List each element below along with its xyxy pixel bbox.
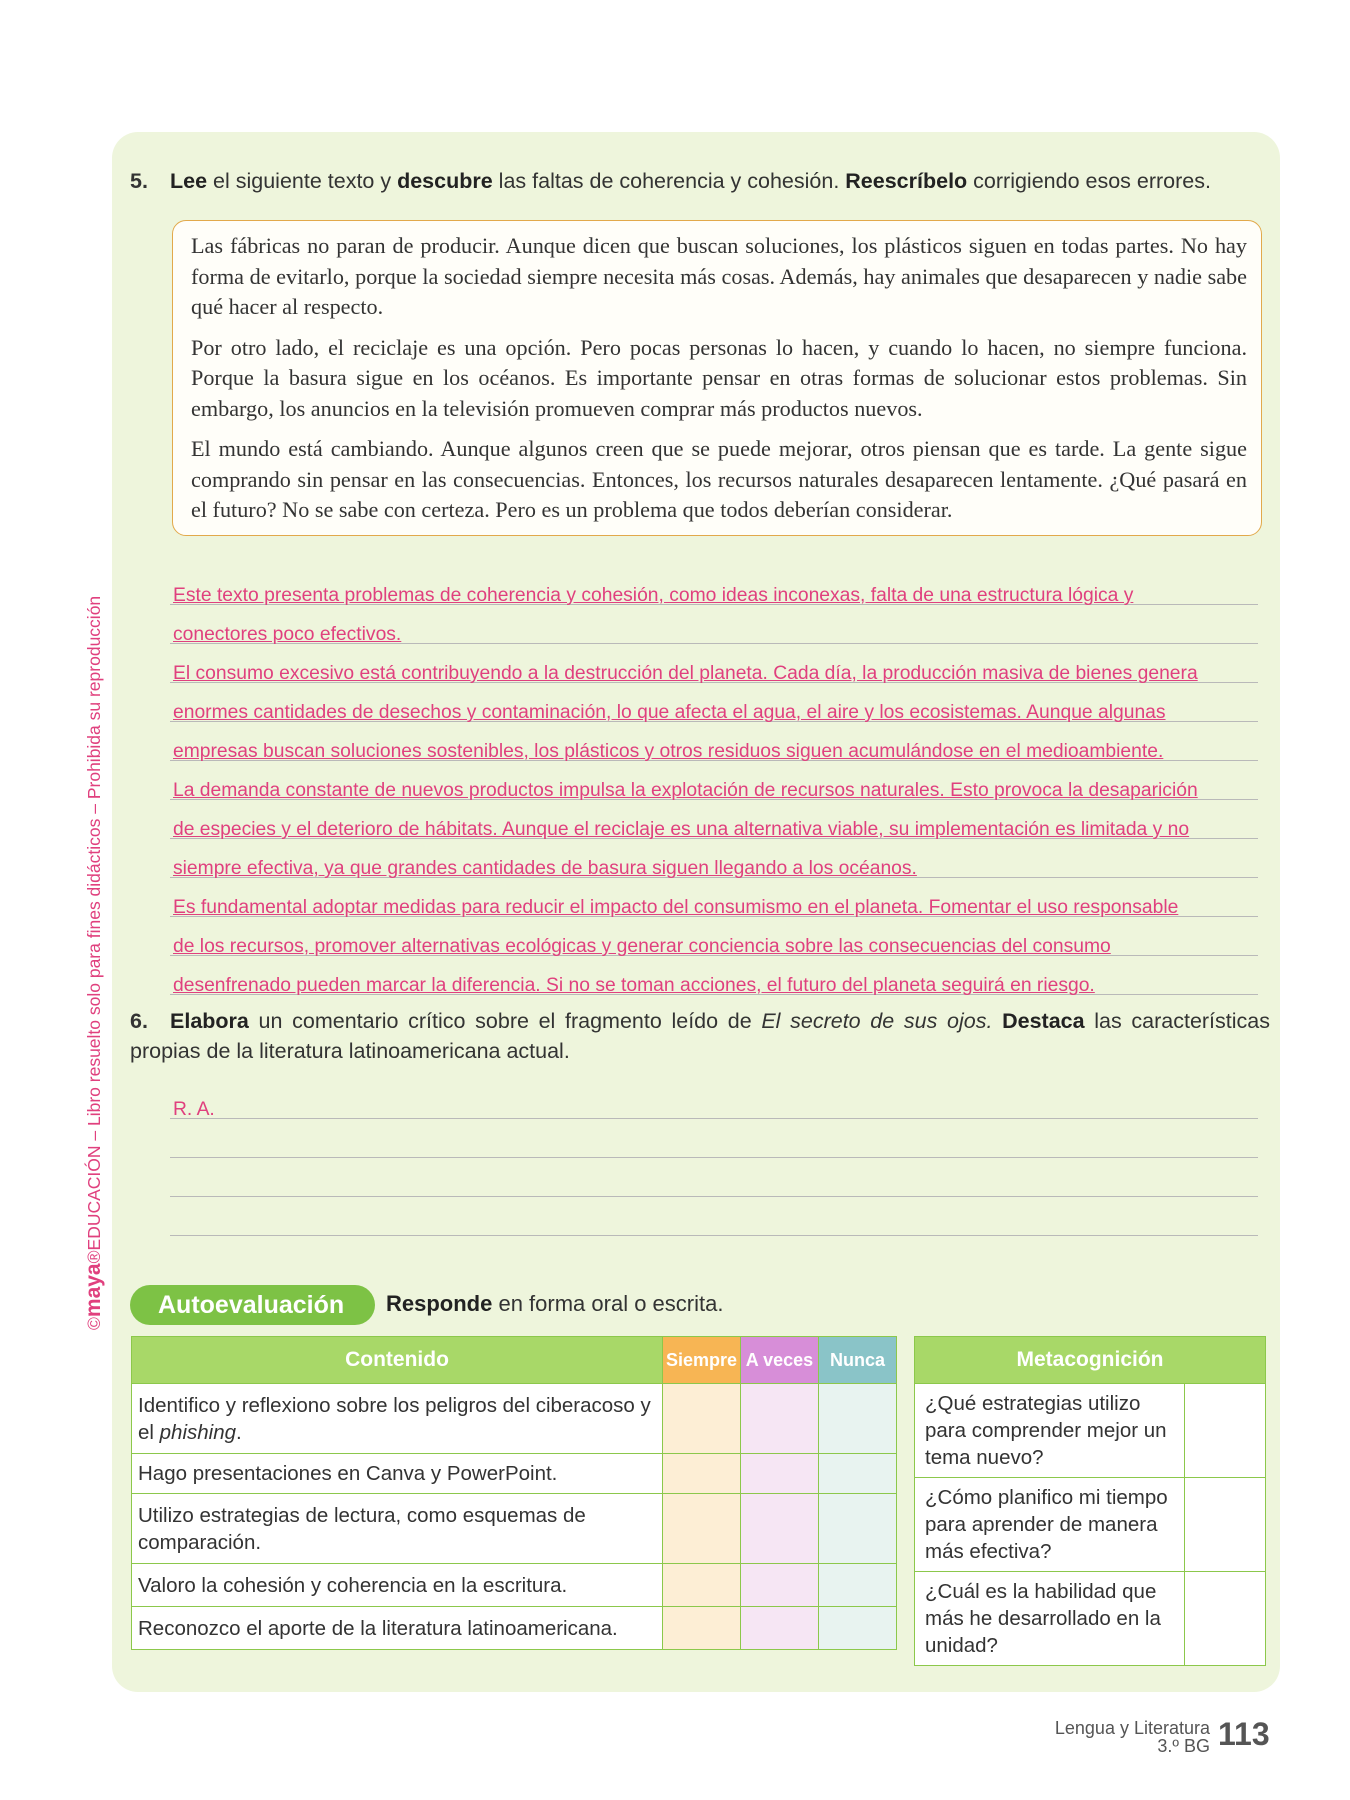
instruction-text: las faltas de coherencia y cohesión. [492, 169, 846, 193]
answer-cell[interactable] [1185, 1478, 1266, 1572]
cell-a-veces[interactable] [741, 1607, 819, 1650]
answer-line[interactable] [170, 839, 1258, 878]
copyright-text: ®EDUCACIÓN – Libro resuelto solo para fines didácticos – Prohibida su reproducción [84, 595, 104, 1264]
footer-subject [1010, 1719, 1210, 1755]
answer-text: desenfrenado pueden marcar la diferencia. Si no se toman acciones, el futuro del planeta seguirá en riesgo. [173, 975, 1095, 996]
answer-cell[interactable] [1185, 1384, 1266, 1478]
row-content: Reconozco el aporte de la literatura latinoamericana. [132, 1607, 663, 1650]
instruction-text: corrigiendo esos errores. [967, 169, 1211, 193]
answer-text: siempre efectiva, ya que grandes cantidades de basura siguen llegando a los océanos. [173, 858, 917, 879]
table-row [132, 1454, 897, 1494]
self-assessment-table [131, 1336, 897, 1650]
answer-line[interactable] [170, 566, 1258, 605]
answer-line[interactable] [170, 800, 1258, 839]
exercise-5-answer-lines [170, 566, 1258, 995]
book-title: El secreto de sus ojos. [761, 1009, 993, 1033]
answer-text: conectores poco efectivos. [173, 624, 402, 645]
copyright-symbol: © [84, 1317, 104, 1330]
answer-line[interactable] [170, 722, 1258, 761]
answer-line[interactable] [170, 605, 1258, 644]
autoevaluacion-instruction [386, 1291, 723, 1317]
table-row [915, 1572, 1266, 1666]
cell-nunca[interactable] [819, 1494, 897, 1564]
instruction-verb: Responde [386, 1291, 493, 1316]
answer-text: R. A. [173, 1099, 215, 1120]
table-header-row [132, 1337, 897, 1384]
answer-line[interactable] [170, 1158, 1258, 1197]
answer-line[interactable] [170, 1080, 1258, 1119]
header-contenido: Contenido [132, 1337, 663, 1384]
row-content: Valoro la cohesión y coherencia en la escritura. [132, 1564, 663, 1607]
metacognition-question: ¿Cuál es la habilidad que más he desarrollado en la unidad? [915, 1572, 1185, 1666]
cell-siempre[interactable] [663, 1564, 741, 1607]
reading-paragraph: Por otro lado, el reciclaje es una opción. Pero pocas personas lo hacen, y cuando lo hacen, no siempre funciona. Porque la basura sigue en los océanos. Es importante pensar en otras formas de solucionar estos problemas. Sin embargo, los anuncios en la televisión promueven comprar más productos nuevos. [191, 334, 1247, 421]
table-header-row [915, 1337, 1266, 1384]
instruction-verb: Reescríbelo [845, 169, 968, 193]
answer-cell[interactable] [1185, 1572, 1266, 1666]
row-content: Utilizo estrategias de lectura, como esquemas de comparación. [132, 1494, 663, 1564]
copyright-sidebar [82, 596, 106, 1330]
answer-line[interactable] [170, 644, 1258, 683]
instruction-text: un comentario crítico sobre el fragmento leído de [248, 1009, 762, 1033]
instruction-verb: Elabora [170, 1009, 249, 1033]
answer-text: de especies y el deterioro de hábitats. Aunque el reciclaje es una alternativa viable, su implementación es limitada y no [173, 819, 1190, 840]
header-nunca: Nunca [819, 1337, 897, 1384]
table-row [132, 1384, 897, 1454]
answer-text: empresas buscan soluciones sostenibles, los plásticos y otros residuos siguen acumulándose en el medioambiente. [173, 741, 1164, 762]
answer-text: Este texto presenta problemas de coherencia y cohesión, como ideas inconexas, falta de una estructura lógica y [173, 585, 1134, 606]
table-row [132, 1494, 897, 1564]
table-row [132, 1607, 897, 1650]
cell-nunca[interactable] [819, 1384, 897, 1454]
cell-nunca[interactable] [819, 1564, 897, 1607]
answer-line[interactable] [170, 917, 1258, 956]
instruction-text: las características propias de la literatura latinoamericana actual. [130, 1009, 1270, 1063]
exercise-5-instruction [130, 166, 1211, 196]
cell-a-veces[interactable] [741, 1384, 819, 1454]
table-row [915, 1478, 1266, 1572]
cell-nunca[interactable] [819, 1607, 897, 1650]
subject-name: Lengua y Literatura [1054, 1718, 1210, 1738]
cell-a-veces[interactable] [741, 1454, 819, 1494]
header-siempre: Siempre [663, 1337, 741, 1384]
answer-line[interactable] [170, 1197, 1258, 1236]
answer-text: La demanda constante de nuevos productos impulsa la explotación de recursos naturales. Esto provoca la desaparición [173, 780, 1198, 801]
answer-text: enormes cantidades de desechos y contaminación, lo que afecta el agua, el aire y los ecosistemas. Aunque algunas [173, 702, 1166, 723]
cell-nunca[interactable] [819, 1454, 897, 1494]
instruction-verb: Destaca [1002, 1009, 1085, 1033]
row-text-italic: phishing [159, 1420, 237, 1444]
cell-siempre[interactable] [663, 1384, 741, 1454]
instruction-text: el siguiente texto y [207, 169, 398, 193]
exercise-number: 5. [130, 169, 148, 193]
cell-siempre[interactable] [663, 1494, 741, 1564]
reading-paragraph: El mundo está cambiando. Aunque algunos creen que se puede mejorar, otros piensan que es tarde. La gente sigue comprando sin pensar en las consecuencias. Entonces, los recursos naturales desaparecen lentamente. ¿Qué pasará en el futuro? No se sabe con certeza. Pero es un problema que todos deberían considerar. [191, 436, 1247, 522]
metacognition-question: ¿Qué estrategias utilizo para comprender mejor un tema nuevo? [915, 1384, 1185, 1478]
page-number: 113 [1218, 1716, 1270, 1752]
header-metacognicion: Metacognición [915, 1337, 1266, 1384]
answer-line[interactable] [170, 956, 1258, 995]
answer-line[interactable] [170, 878, 1258, 917]
exercise-number: 6. [130, 1009, 148, 1033]
autoevaluacion-label: Autoevaluación [130, 1285, 375, 1325]
brand-logo: maya [82, 1263, 105, 1318]
row-content [132, 1384, 663, 1454]
instruction-verb: descubre [397, 169, 493, 193]
row-text: . [236, 1420, 242, 1444]
answer-line[interactable] [170, 683, 1258, 722]
answer-text: El consumo excesivo está contribuyendo a la destrucción del planeta. Cada día, la producción masiva de bienes genera [173, 663, 1198, 684]
metacognition-question: ¿Cómo planifico mi tiempo para aprender de manera más efectiva? [915, 1478, 1185, 1572]
cell-a-veces[interactable] [741, 1494, 819, 1564]
table-row [915, 1384, 1266, 1478]
cell-siempre[interactable] [663, 1454, 741, 1494]
instruction-text: en forma oral o escrita. [492, 1291, 724, 1316]
grade-label: 3.º BG [1157, 1736, 1210, 1756]
answer-line[interactable] [170, 761, 1258, 800]
exercise-6-instruction [130, 1006, 1270, 1066]
row-text: Identifico y reflexiono sobre los peligros del ciberacoso y el [138, 1393, 651, 1444]
table-row [132, 1564, 897, 1607]
row-content: Hago presentaciones en Canva y PowerPoint. [132, 1454, 663, 1494]
cell-siempre[interactable] [663, 1607, 741, 1650]
cell-a-veces[interactable] [741, 1564, 819, 1607]
answer-line[interactable] [170, 1119, 1258, 1158]
metacognition-table [914, 1336, 1266, 1666]
answer-text: de los recursos, promover alternativas ecológicas y generar conciencia sobre las consecuencias del consumo [173, 936, 1111, 957]
reading-text-box [172, 220, 1262, 536]
exercise-6-answer-lines [170, 1080, 1258, 1236]
answer-text: Es fundamental adoptar medidas para reducir el impacto del consumismo en el planeta. Fomentar el uso responsable [173, 897, 1179, 918]
reading-paragraph: Las fábricas no paran de producir. Aunque dicen que buscan soluciones, los plásticos siguen en todas partes. No hay forma de evitarlo, porque la sociedad siempre necesita más cosas. Además, hay animales que desaparecen y nadie sabe qué hacer al respecto. [191, 233, 1247, 319]
instruction-verb: Lee [170, 169, 208, 193]
header-a-veces: A veces [741, 1337, 819, 1384]
